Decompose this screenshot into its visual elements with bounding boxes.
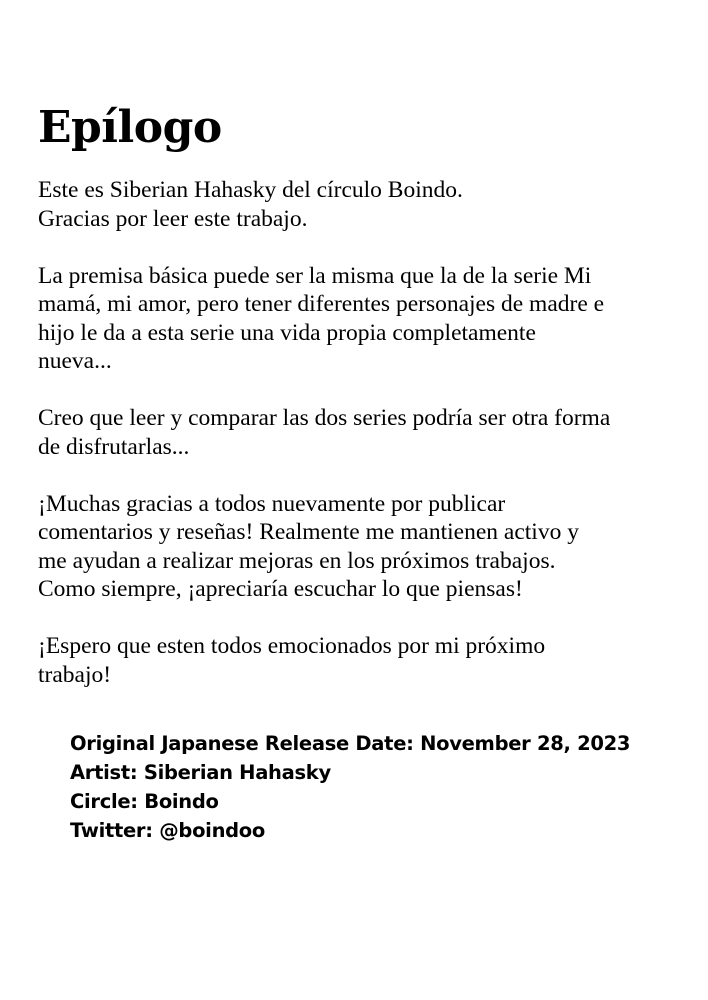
text-line: nueva...: [38, 348, 112, 374]
paragraph-thanks: [38, 490, 688, 604]
page-title: Epílogo: [38, 102, 222, 153]
paragraph-next-work: [38, 632, 688, 689]
artist-credit: Artist: Siberian Hahasky: [70, 761, 331, 784]
text-line: me ayudan a realizar mejoras en los próximos trabajos.: [38, 547, 556, 574]
twitter-credit: Twitter: @boindoo: [70, 819, 266, 842]
paragraph-compare: [38, 404, 688, 461]
text-line: La premisa básica puede ser la misma que la de la serie Mi: [38, 262, 592, 289]
text-line: Como siempre, ¡apreciaría escuchar lo que piensas!: [38, 576, 523, 602]
paragraph-greeting: [38, 176, 688, 233]
paragraph-premise: [38, 262, 688, 376]
text-line: Gracias por leer este trabajo.: [38, 205, 308, 232]
text-line: ¡Espero que esten todos emocionados por mi próximo: [38, 633, 546, 659]
text-line: hijo le da a esta serie una vida propia completamente: [38, 319, 536, 346]
text-line: ¡Muchas gracias a todos nuevamente por publicar: [38, 490, 506, 517]
text-line: mamá, mi amor, pero tener diferentes personajes de madre e: [38, 291, 605, 317]
epilogue-body: [38, 176, 688, 718]
release-date-credit: Original Japanese Release Date: November 28, 2023: [70, 732, 631, 755]
text-line: trabajo!: [38, 661, 112, 688]
text-line: Este es Siberian Hahasky del círculo Boindo.: [38, 177, 463, 203]
text-line: comentarios y reseñas! Realmente me mantienen activo y: [38, 519, 579, 545]
text-line: Creo que leer y comparar las dos series podría ser otra forma: [38, 405, 611, 431]
circle-credit: Circle: Boindo: [70, 790, 219, 813]
credits-block: [70, 729, 630, 845]
text-line: de disfrutarlas...: [38, 433, 190, 460]
